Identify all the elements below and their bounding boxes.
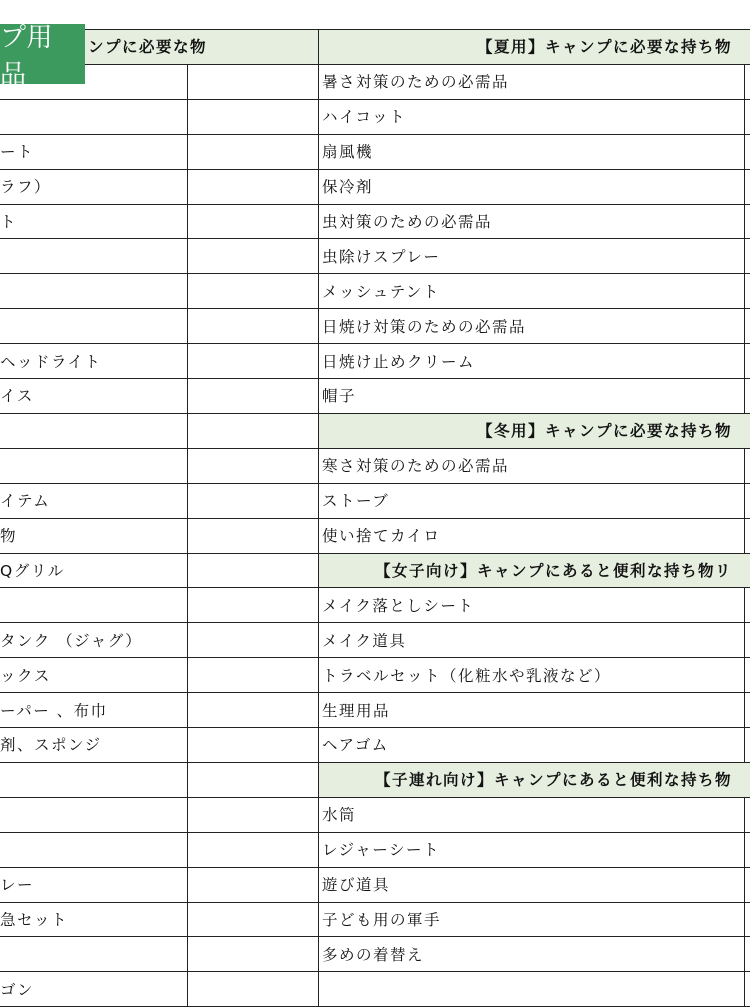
row-divider xyxy=(0,413,750,414)
column-divider xyxy=(744,622,745,657)
left-item-cell: ヘッドライト xyxy=(0,352,102,371)
row-divider xyxy=(0,622,750,623)
left-item-cell: ーパー 、布巾 xyxy=(0,701,108,720)
right-item-cell: 虫対策のための必需品 xyxy=(322,212,493,231)
row-divider xyxy=(0,483,750,484)
right-item-cell xyxy=(318,971,744,1006)
right-item-cell: 多めの着替え xyxy=(322,945,425,964)
right-section-header: 【女子向け】キャンプにあると便利な持ち物リ xyxy=(374,561,732,580)
left-item-cell xyxy=(0,99,187,134)
row-divider xyxy=(0,169,750,170)
right-item-cell: 暑さ対策のための必需品 xyxy=(322,73,510,92)
row-divider xyxy=(0,867,750,868)
column-divider xyxy=(744,971,745,1006)
column-divider xyxy=(744,657,745,692)
right-item-cell: 保冷剤 xyxy=(322,178,374,197)
column-divider xyxy=(744,238,745,273)
right-item-cell: メイク落としシート xyxy=(322,596,475,615)
right-item-cell: 扇風機 xyxy=(322,143,374,162)
column-divider xyxy=(744,343,745,378)
left-item-cell: ート xyxy=(0,143,35,162)
row-divider xyxy=(0,204,750,205)
row-divider xyxy=(0,902,750,903)
column-divider xyxy=(744,378,745,413)
right-item-cell: 使い捨てカイロ xyxy=(322,527,441,546)
left-item-cell: 物 xyxy=(0,527,18,546)
right-section-header: 【冬用】キャンプに必要な持ち物 xyxy=(476,422,732,441)
column-divider xyxy=(744,797,745,832)
right-item-cell: ハイコット xyxy=(322,108,407,127)
left-item-cell xyxy=(0,308,187,343)
left-item-cell xyxy=(0,832,187,867)
left-item-cell xyxy=(0,936,187,971)
column-divider xyxy=(744,692,745,727)
row-divider xyxy=(0,308,750,309)
column-divider xyxy=(187,64,188,1006)
right-item-cell: 生理用品 xyxy=(322,701,391,720)
row-divider xyxy=(0,238,750,239)
left-item-cell xyxy=(0,238,187,273)
left-item-cell: ゴン xyxy=(0,980,35,999)
row-divider xyxy=(0,448,750,449)
right-item-cell: 虫除けスプレー xyxy=(322,247,441,266)
left-item-cell: 剤、スポンジ xyxy=(0,736,102,755)
left-item-cell xyxy=(0,762,187,797)
row-divider xyxy=(0,518,750,519)
left-item-cell: イテム xyxy=(0,492,51,511)
column-divider xyxy=(744,204,745,239)
left-item-cell xyxy=(0,797,187,832)
column-divider xyxy=(744,518,745,553)
category-tag: プ用品 xyxy=(0,24,85,84)
right-item-cell: 日焼け止めクリーム xyxy=(322,352,476,371)
column-divider xyxy=(744,273,745,308)
left-item-cell: ラフ） xyxy=(0,178,52,197)
row-divider xyxy=(0,971,750,972)
right-section-header: 【夏用】キャンプに必要な持ち物 xyxy=(476,38,732,57)
column-divider xyxy=(744,483,745,518)
column-divider xyxy=(744,867,745,902)
row-divider xyxy=(0,378,750,379)
left-item-cell xyxy=(0,448,187,483)
right-item-cell: トラベルセット（化粧水や乳液など） xyxy=(322,666,612,685)
row-divider xyxy=(0,99,750,100)
column-divider xyxy=(744,99,745,134)
right-item-cell: 水筒 xyxy=(322,806,357,825)
column-divider xyxy=(744,727,745,762)
column-divider xyxy=(318,29,319,1006)
row-divider xyxy=(0,64,750,65)
row-divider xyxy=(0,657,750,658)
row-divider xyxy=(0,553,750,554)
left-item-cell: Qグリル xyxy=(0,561,65,580)
column-divider xyxy=(744,169,745,204)
left-item-cell: レー xyxy=(0,876,35,895)
row-divider xyxy=(0,727,750,728)
right-item-cell: 遊び道具 xyxy=(322,876,391,895)
row-divider xyxy=(0,832,750,833)
left-item-cell xyxy=(0,587,187,622)
column-divider xyxy=(744,308,745,343)
column-divider xyxy=(744,936,745,971)
row-divider xyxy=(0,587,750,588)
right-item-cell: メイク道具 xyxy=(322,631,407,650)
right-item-cell: レジャーシート xyxy=(322,841,440,860)
row-divider xyxy=(0,797,750,798)
row-divider xyxy=(0,343,750,344)
row-divider xyxy=(0,762,750,763)
row-divider xyxy=(0,29,750,30)
right-item-cell: メッシュテント xyxy=(322,282,440,301)
right-item-cell: ストーブ xyxy=(322,492,390,511)
row-divider xyxy=(0,692,750,693)
row-divider xyxy=(0,134,750,135)
column-divider xyxy=(744,64,745,99)
left-section-header: ンプに必要な物 xyxy=(88,38,208,57)
right-item-cell: 子ども用の軍手 xyxy=(322,910,442,929)
left-item-cell: タンク （ジャグ） xyxy=(0,631,143,650)
column-divider xyxy=(744,448,745,483)
column-divider xyxy=(744,587,745,622)
right-item-cell: ヘアゴム xyxy=(322,736,389,755)
right-item-cell: 寒さ対策のための必需品 xyxy=(322,457,510,476)
left-item-cell: ト xyxy=(0,212,18,231)
left-item-cell xyxy=(0,413,187,448)
left-item-cell: イス xyxy=(0,387,34,406)
right-section-header: 【子連れ向け】キャンプにあると便利な持ち物 xyxy=(374,771,732,790)
left-item-cell xyxy=(0,273,187,308)
left-item-cell: ックス xyxy=(0,666,51,685)
column-divider xyxy=(744,832,745,867)
left-item-cell: 急セット xyxy=(0,910,69,929)
right-item-cell: 日焼け対策のための必需品 xyxy=(322,317,527,336)
column-divider xyxy=(744,902,745,937)
column-divider xyxy=(744,134,745,169)
row-divider xyxy=(0,273,750,274)
row-divider xyxy=(0,936,750,937)
right-item-cell: 帽子 xyxy=(322,387,357,406)
